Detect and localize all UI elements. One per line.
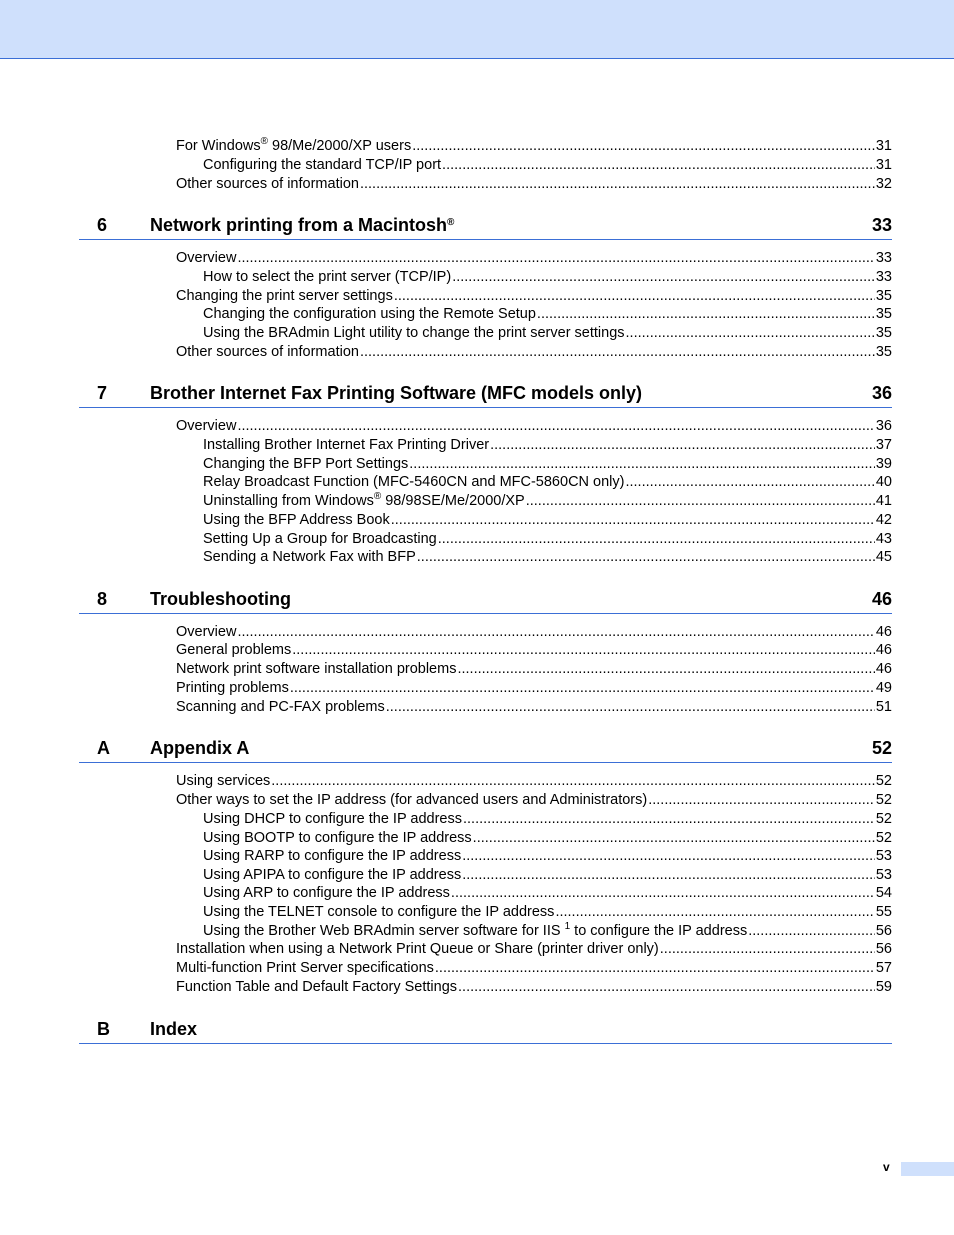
toc-entry-page: 45: [875, 549, 892, 565]
toc-entry-label: Uninstalling from Windows® 98/98SE/Me/2000/XP: [203, 492, 525, 509]
toc-entry[interactable]: [176, 679, 892, 698]
dot-leader: [526, 492, 875, 511]
toc-entry-label: Overview: [176, 250, 237, 266]
chapter-heading[interactable]: [79, 211, 892, 240]
toc-entry-label: Using the TELNET console to configure the IP address: [203, 904, 555, 920]
toc-entry-page: 33: [875, 250, 892, 266]
toc-entry-page: 56: [875, 923, 892, 939]
header-band: [0, 0, 954, 59]
chapter-number: 6: [97, 215, 108, 235]
toc-entry-label: Changing the configuration using the Remote Setup: [203, 306, 536, 322]
toc-entry-label: For Windows® 98/Me/2000/XP users: [176, 137, 412, 154]
dot-leader: [748, 922, 875, 941]
chapter-page: 52: [871, 738, 892, 758]
dot-leader: [360, 343, 875, 362]
toc-entry-page: 35: [875, 288, 892, 304]
toc-entry-page: 35: [875, 344, 892, 360]
toc-entry[interactable]: [203, 436, 892, 455]
toc-entry-page: 55: [875, 904, 892, 920]
dot-leader: [555, 903, 874, 922]
chapter-number: A: [97, 738, 110, 758]
dot-leader: [660, 940, 875, 959]
toc-entry[interactable]: [176, 417, 892, 436]
toc-entry-page: 39: [875, 456, 892, 472]
toc-entry-label: Overview: [176, 418, 237, 434]
dot-leader: [462, 866, 875, 885]
toc-entry-page: 53: [875, 867, 892, 883]
toc-entry-page: 35: [875, 306, 892, 322]
toc-entry-page: 46: [875, 624, 892, 640]
toc-entry-page: 52: [875, 792, 892, 808]
dot-leader: [394, 287, 875, 306]
dot-leader: [625, 473, 874, 492]
toc-entry-page: 42: [875, 512, 892, 528]
toc-entry-page: 56: [875, 941, 892, 957]
toc-entry-label: How to select the print server (TCP/IP): [203, 269, 452, 285]
toc-entry-page: 43: [875, 531, 892, 547]
toc-entry-page: 53: [875, 848, 892, 864]
dot-leader: [360, 175, 875, 194]
toc-entry-label: General problems: [176, 642, 292, 658]
toc-entry[interactable]: [203, 305, 892, 324]
toc-entry-label: Using the BRAdmin Light utility to change the print server settings: [203, 325, 625, 341]
dot-leader: [462, 847, 875, 866]
toc-entry-page: 37: [875, 437, 892, 453]
toc-entry-page: 51: [875, 699, 892, 715]
dot-leader: [438, 530, 875, 549]
chapter-page: 36: [871, 383, 892, 403]
toc-entry-label: Other sources of information: [176, 344, 359, 360]
toc-entry[interactable]: [176, 698, 892, 717]
dot-leader: [271, 772, 875, 791]
chapter-heading[interactable]: [79, 585, 892, 614]
toc-entry[interactable]: [176, 287, 892, 306]
dot-leader: [537, 305, 875, 324]
toc-entry[interactable]: [203, 455, 892, 474]
chapter-page: 33: [871, 215, 892, 235]
dot-leader: [490, 436, 875, 455]
toc-entry-label: Other sources of information: [176, 176, 359, 192]
chapter-heading[interactable]: [79, 379, 892, 408]
toc-entry-label: Installing Brother Internet Fax Printing Driver: [203, 437, 490, 453]
chapter-title: Troubleshooting: [150, 589, 291, 609]
toc-entry-label: Using the BFP Address Book: [203, 512, 390, 528]
toc-entry-page: 54: [875, 885, 892, 901]
toc-entry-page: 40: [875, 474, 892, 490]
toc-entry-label: Using RARP to configure the IP address: [203, 848, 462, 864]
superscript-mark: 1: [564, 922, 571, 932]
toc-entry[interactable]: [176, 623, 892, 642]
dot-leader: [417, 548, 875, 567]
chapter-number: 7: [97, 383, 108, 403]
toc-entry[interactable]: [203, 473, 892, 492]
toc-entry[interactable]: [203, 511, 892, 530]
dot-leader: [292, 641, 875, 660]
toc-entry-page: 31: [875, 138, 892, 154]
toc-entry[interactable]: [203, 492, 892, 511]
toc-entry[interactable]: [176, 959, 892, 978]
chapter-heading[interactable]: [79, 1015, 892, 1044]
dot-leader: [452, 268, 875, 287]
toc-entry-page: 36: [875, 418, 892, 434]
chapter-title: Appendix A: [150, 738, 250, 758]
toc-entry[interactable]: [176, 175, 892, 194]
toc-entry-label: Using services: [176, 773, 271, 789]
dot-leader: [237, 417, 874, 436]
toc-entry-page: 35: [875, 325, 892, 341]
toc-entry-label: Scanning and PC-FAX problems: [176, 699, 385, 715]
chapter-title: Network printing from a Macintosh®: [150, 215, 455, 235]
toc-entry-page: 52: [875, 811, 892, 827]
dot-leader: [237, 249, 874, 268]
toc-entry-page: 52: [875, 773, 892, 789]
toc-entry[interactable]: [203, 884, 892, 903]
toc-entry[interactable]: [176, 772, 892, 791]
toc-entry-label: Function Table and Default Factory Settings: [176, 979, 458, 995]
toc-entry[interactable]: [203, 548, 892, 567]
toc-entry[interactable]: [203, 268, 892, 287]
toc-entry-label: Other ways to set the IP address (for advanced users and Administrators): [176, 792, 648, 808]
dot-leader: [451, 884, 875, 903]
toc-entry-label: Configuring the standard TCP/IP port: [203, 157, 442, 173]
chapter-number: B: [97, 1019, 110, 1039]
toc-entry[interactable]: [203, 530, 892, 549]
toc-entry-label: Network print software installation problems: [176, 661, 457, 677]
toc-entry-label: Using ARP to configure the IP address: [203, 885, 450, 901]
dot-leader: [409, 455, 875, 474]
toc-entry-label: Using APIPA to configure the IP address: [203, 867, 462, 883]
toc-entry-label: Using BOOTP to configure the IP address: [203, 830, 472, 846]
toc-entry-label: Setting Up a Group for Broadcasting: [203, 531, 437, 547]
toc-entry-page: 41: [875, 493, 892, 509]
toc-entry[interactable]: [176, 791, 892, 810]
toc-entry-page: 59: [875, 979, 892, 995]
toc-entry[interactable]: [203, 324, 892, 343]
dot-leader: [463, 810, 875, 829]
toc-entry[interactable]: [176, 137, 892, 156]
toc-entry[interactable]: [203, 156, 892, 175]
superscript-mark: ®: [447, 217, 455, 228]
toc-entry[interactable]: [203, 847, 892, 866]
dot-leader: [473, 829, 875, 848]
toc-entry-page: 46: [875, 642, 892, 658]
toc-entry-label: Changing the print server settings: [176, 288, 393, 304]
toc-entry[interactable]: [203, 829, 892, 848]
toc-entry[interactable]: [176, 940, 892, 959]
toc-entry-label: Using the Brother Web BRAdmin server software for IIS $^1$ to configure the IP address: [203, 922, 748, 939]
dot-leader: [458, 978, 875, 997]
toc-entry-page: 31: [875, 157, 892, 173]
chapter-number: 8: [97, 589, 108, 609]
dot-leader: [237, 623, 874, 642]
chapter-title: Brother Internet Fax Printing Software (MFC models only): [150, 383, 643, 403]
chapter-title: Index: [150, 1019, 198, 1039]
toc-entry[interactable]: [176, 978, 892, 997]
superscript-mark: ®: [373, 492, 382, 502]
footer-tab: [901, 1162, 954, 1176]
toc-entry-label: Printing problems: [176, 680, 289, 696]
dot-leader: [412, 137, 875, 156]
dot-leader: [391, 511, 875, 530]
dot-leader: [290, 679, 875, 698]
toc-entry-page: 46: [875, 661, 892, 677]
toc-entry-label: Multi-function Print Server specifications: [176, 960, 434, 976]
toc-entry-label: Installation when using a Network Print Queue or Share (printer driver only): [176, 941, 659, 957]
toc-entry[interactable]: [176, 249, 892, 268]
toc-entry[interactable]: [176, 660, 892, 679]
chapter-page: 46: [871, 589, 892, 609]
toc-entry[interactable]: [203, 810, 892, 829]
toc-entry-label: Relay Broadcast Function (MFC-5460CN and MFC-5860CN only): [203, 474, 625, 490]
dot-leader: [442, 156, 875, 175]
dot-leader: [435, 959, 875, 978]
toc-entry-page: 49: [875, 680, 892, 696]
dot-leader: [386, 698, 875, 717]
toc-entry[interactable]: [176, 641, 892, 660]
dot-leader: [648, 791, 875, 810]
toc-entry-page: 32: [875, 176, 892, 192]
toc-entry-label: Sending a Network Fax with BFP: [203, 549, 416, 565]
toc-entry-page: 33: [875, 269, 892, 285]
toc-entry[interactable]: [203, 922, 892, 941]
toc-entry-page: 52: [875, 830, 892, 846]
toc-entry[interactable]: [176, 343, 892, 362]
toc-entry-label: Overview: [176, 624, 237, 640]
dot-leader: [457, 660, 874, 679]
toc-entry[interactable]: [203, 903, 892, 922]
toc-entry-label: Changing the BFP Port Settings: [203, 456, 409, 472]
footer-page-number: v: [883, 1160, 890, 1174]
toc-entry-page: 57: [875, 960, 892, 976]
dot-leader: [626, 324, 875, 343]
toc-entry[interactable]: [203, 866, 892, 885]
chapter-heading[interactable]: [79, 734, 892, 763]
superscript-mark: ®: [260, 137, 268, 147]
toc-entry-label: Using DHCP to configure the IP address: [203, 811, 462, 827]
